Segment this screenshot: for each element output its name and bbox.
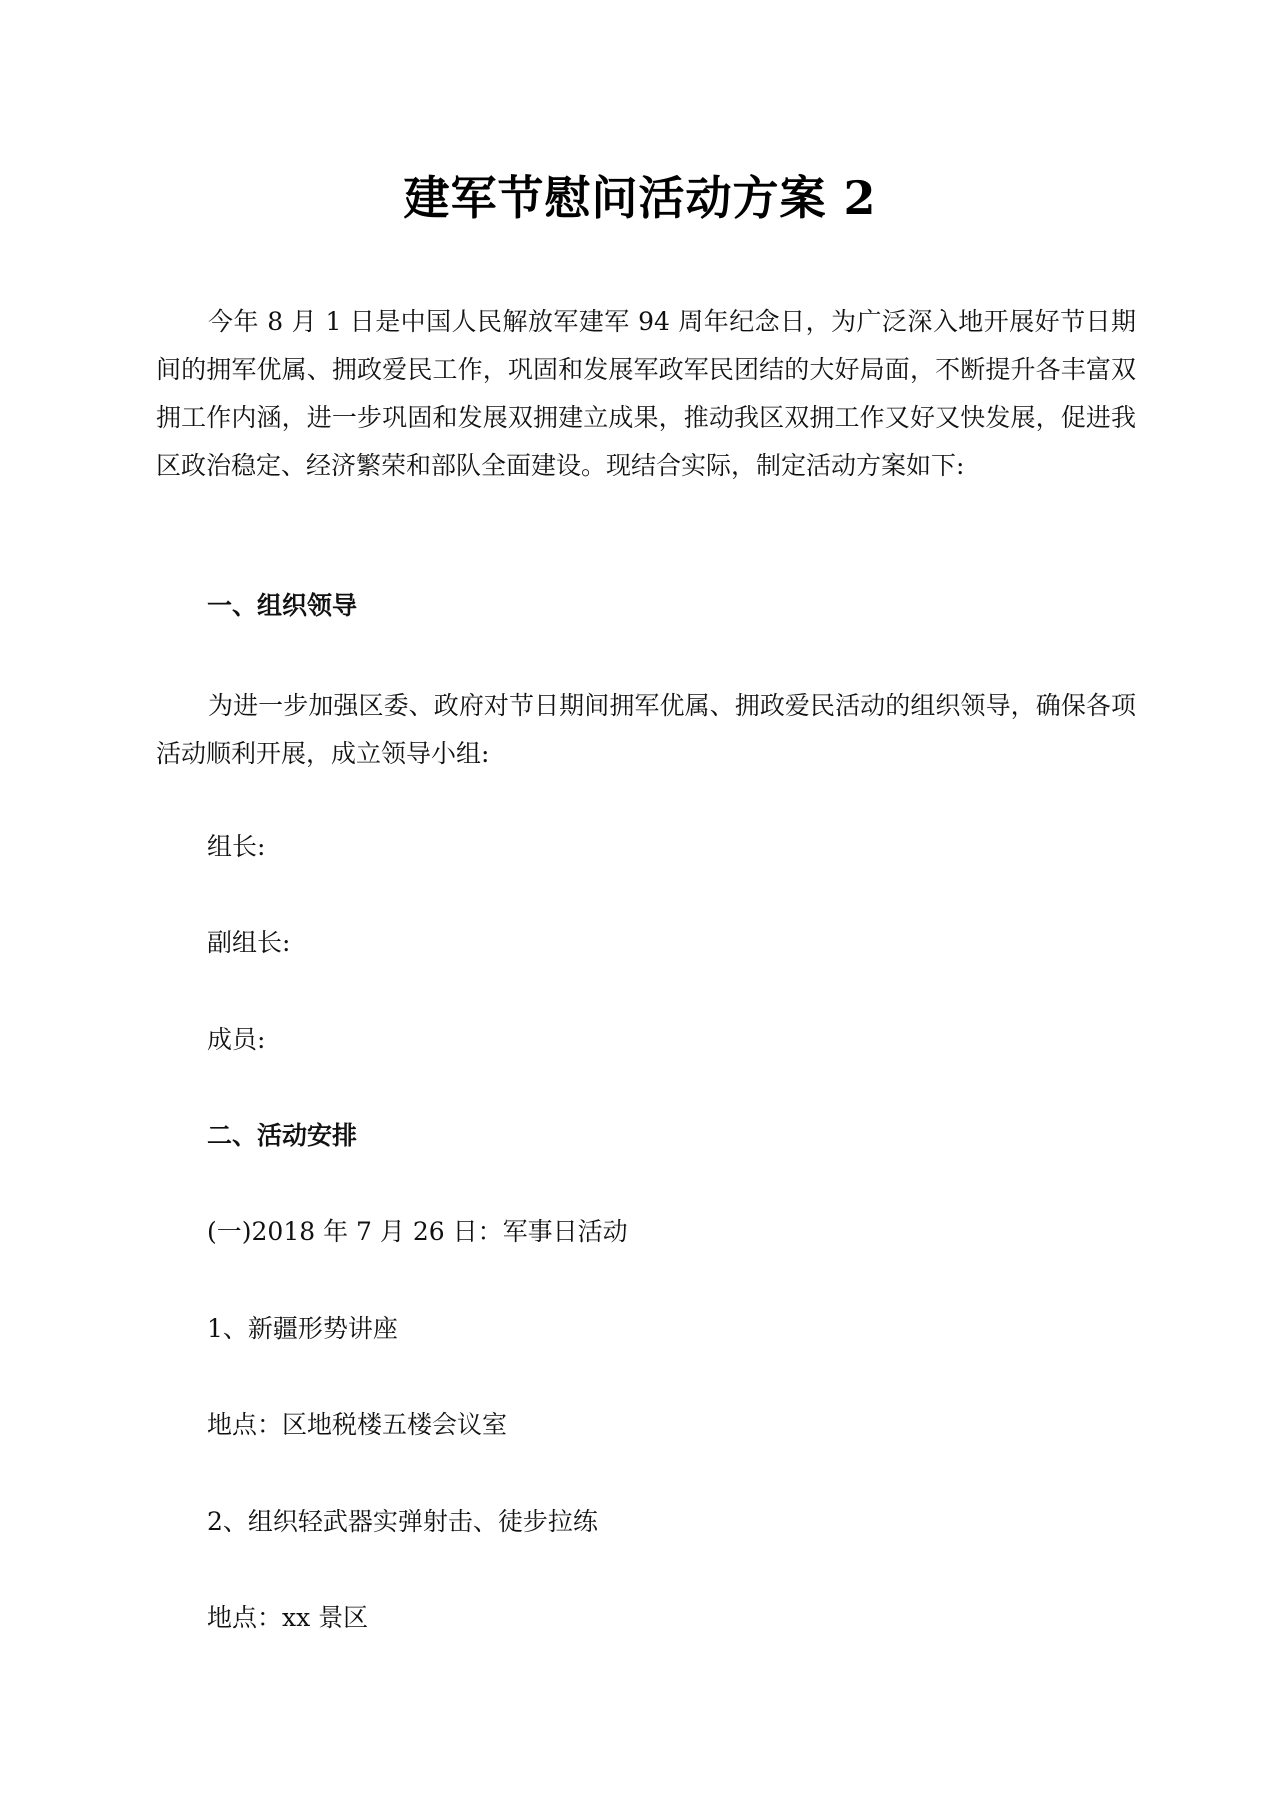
section-heading-activities: 二、活动安排 xyxy=(207,1121,358,1150)
event-title-military-day: (一)2018 年 7 月 26 日：军事日活动 xyxy=(207,1217,628,1246)
activity-item-lecture: 1、新疆形势讲座 xyxy=(207,1314,398,1343)
activity-location-shooting: 地点：xx 景区 xyxy=(207,1603,369,1632)
deputy-leader-label: 副组长: xyxy=(207,928,291,957)
organization-paragraph: 为进一步加强区委、政府对节日期间拥军优属、拥政爱民活动的组织领导，确保各项活动顺利开展，成立领导小组: xyxy=(156,691,1136,768)
members-label: 成员: xyxy=(207,1025,266,1054)
leader-label: 组长: xyxy=(207,832,266,861)
intro-paragraph: 今年 8 月 1 日是中国人民解放军建军 94 周年纪念日，为广泛深入地开展好节日期间的拥军优属、拥政爱民工作，巩固和发展军政军民团结的大好局面，不断提升各丰富双拥工作内涵，进一步巩固和发展双拥建立成果，推动我区双拥工作又好又快发展，促进我区政治稳定、经济繁荣和部队全面建设。现结合实际，制定活动方案如下: xyxy=(156,307,1136,480)
document-title: 建军节慰问活动方案 2 xyxy=(403,171,877,225)
section-heading-organization: 一、组织领导 xyxy=(207,591,358,620)
activity-item-shooting: 2、组织轻武器实弹射击、徒步拉练 xyxy=(207,1507,598,1536)
activity-location-lecture: 地点：区地税楼五楼会议室 xyxy=(207,1410,508,1439)
